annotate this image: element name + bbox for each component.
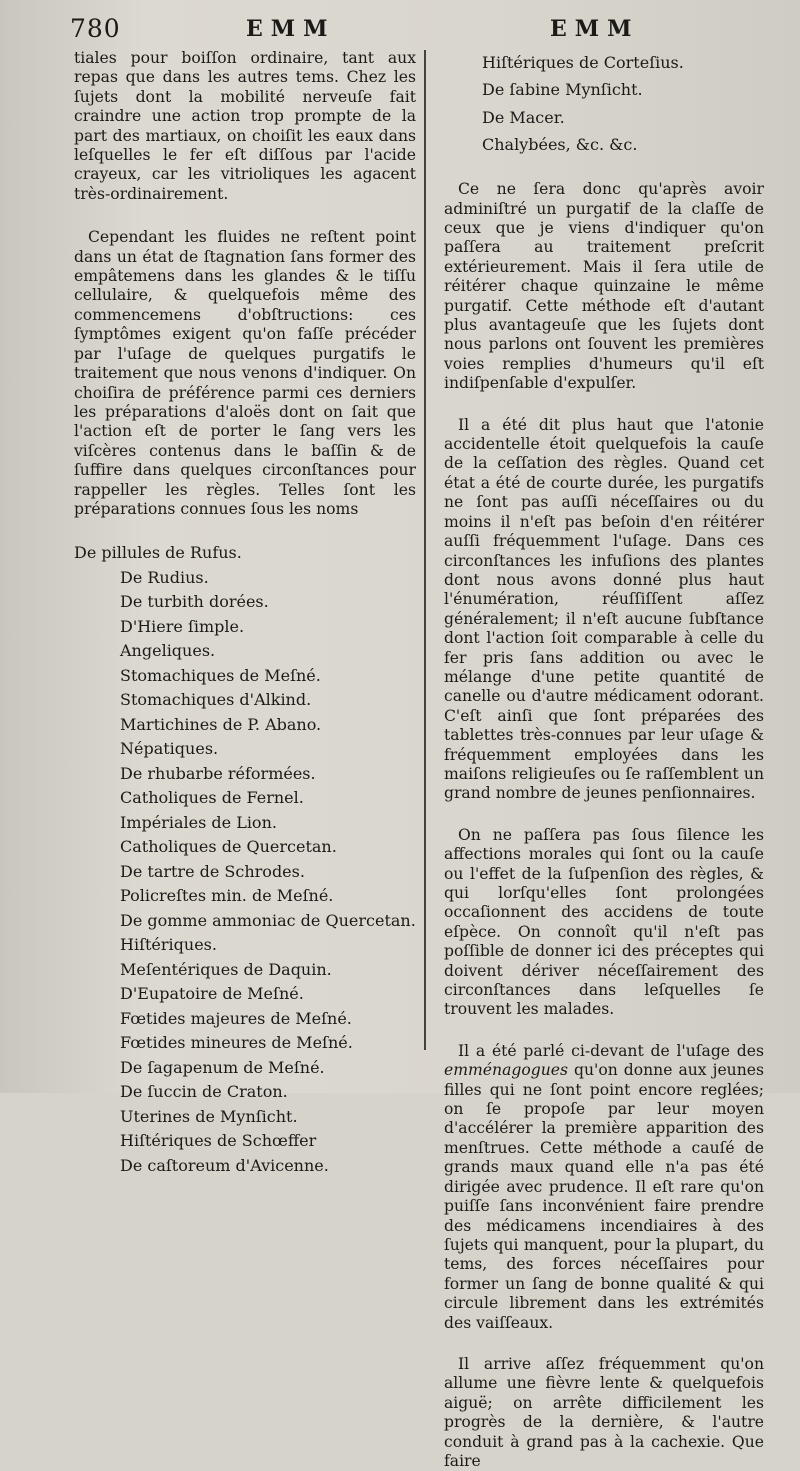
list-item: Népatiques. — [120, 739, 219, 759]
list-item: D'Eupatoire de Meſné. — [120, 984, 304, 1004]
list-item: Stomachiques d'Alkind. — [120, 690, 312, 710]
list-item: Stomachiques de Meſné. — [120, 665, 321, 685]
paragraph-text: qu'on donne aux jeunes filles qui ne ſont point encore reglées; on ſe propoſe par leur moyen d'accélérer la première apparition des menſtrues. Cette méthode a cauſé de grands maux quand elle n'a pas été dirigée avec prudence. Il eſt rare qu'on puiſſe ſans inconvénient faire prendre des médicamens incendiaires à des ſujets qui manquent, pour la plupart, du tems, des forces néceſſaires pour former un ſang de bonne qualité & qui circule librement dans les extrémités des vaiſſeaux. — [444, 1061, 764, 1332]
right-paragraph-1: Ce ne ſera donc qu'après avoir adminiſtré un purgatif de la claſſe de ceux que je viens d'indiquer qu'on paſſera au traitement preſcrit extérieurement. Mais il ſera utile de réitérer chaque quinzaine le même purgatif. Cette méthode eſt d'autant plus avantageuſe que les ſujets dont nous parlons ont ſouvent les premières voies remplies d'humeurs qu'il eſt indiſpenſable d'expulſer. — [444, 180, 764, 393]
list-item: De ſuccin de Craton. — [120, 1082, 288, 1102]
paragraph-gap — [444, 804, 764, 826]
list-item: Policreſtes min. de Meſné. — [120, 886, 334, 906]
list-item: Meſentériques de Daquin. — [120, 959, 332, 979]
list-item: D'Hiere ſimple. — [120, 616, 245, 636]
list-item: Fœtides majeures de Meſné. — [120, 1008, 352, 1028]
remedy-list-left — [74, 566, 416, 1179]
right-paragraph-4 — [444, 1042, 764, 1333]
list-item: De rhubarbe réformées. — [120, 763, 316, 783]
right-paragraph-3: On ne paſſera pas ſous ſilence les affections morales qui ſont ou la cauſe ou l'effet de la ſuſpenſion des règles, & qui lorſqu'elles ſont prolongées occaſionnent des accidens de toute eſpèce. On connoît qu'il n'eſt pas poſſible de donner ici des préceptes qui doivent dériver néceſſairement des circonſtances dans leſquelles ſe trouvent les malades. — [444, 825, 764, 1019]
remedy-list-right — [444, 49, 764, 158]
page-number: 780 — [70, 14, 121, 43]
column-rule — [424, 50, 426, 1050]
right-paragraph-2: Il a été dit plus haut que l'atonie accidentelle étoit quelquefois la cauſe de la ceſſation des règles. Quand cet état a été de courte durée, les purgatifs ne ſont pas auſſi néceſſaires ou du moins il n'eſt pas beſoin d'en réitérer auſſi fréquemment l'uſage. Dans ces circonſtances les infuſions des plantes dont nous avons donné plus haut l'énumération, réuſſiſſent aſſez généralement; il n'eſt aucune ſubſtance dont l'action ſoit comparable à celle du fer pris ſans addition ou avec le mélange d'une petite quantité de canelle ou d'autre médicament odorant. C'eſt ainſi que ſont préparées des tablettes très-connues par leur uſage & fréquemment employées dans les maiſons religieuſes ou ſe raſſemblent un grand nombre de jeunes penſionnaires. — [444, 415, 764, 803]
list-item: De ſabine Mynſicht. — [482, 80, 643, 100]
left-column — [74, 49, 416, 1178]
paragraph-gap — [444, 1020, 764, 1042]
paragraph-gap — [74, 204, 416, 228]
paragraph-gap — [444, 158, 764, 180]
left-paragraph-2: Cependant les fluides ne reſtent point dans un état de ſtagnation ſans former des empâtemens dans les glandes & le tiſſu cellulaire, & quelquefois même des commencemens d'obſtructions: ces ſymptômes exigent qu'on faſſe précéder par l'uſage de quelques purgatifs le traitement que nous venons d'indiquer. On choiſira de préférence parmi ces derniers les préparations d'aloës dont on ſait que l'action eſt de porter le ſang vers les viſcères contenus dans le baſſin & de ſuffire dans quelques circonſtances pour rappeller les règles. Telles ſont les préparations connues ſous les noms — [74, 228, 416, 518]
list-item: Impériales de Lion. — [120, 812, 277, 832]
paragraph-gap — [444, 1333, 764, 1355]
list-item: Hiſtériques de Corteſius. — [482, 53, 684, 72]
page-header — [0, 14, 800, 54]
list-item: Uterines de Mynſicht. — [120, 1106, 298, 1126]
list-item: Catholiques de Fernel. — [120, 788, 304, 808]
list-item: Angeliques. — [120, 641, 216, 661]
list-item: Catholiques de Quercetan. — [120, 837, 337, 857]
remedy-list-heading: De pillules de Rufus. — [74, 543, 242, 563]
list-item: Hiſtériques de Schœffer — [120, 1131, 317, 1151]
right-paragraph-5: Il arrive aſſez fréquemment qu'on allume une fièvre lente & quelquefois aiguë; on arrête difficilement les progrès de la dernière, & l'autre conduit à grand pas à la cachexie. Que faire — [444, 1354, 764, 1470]
list-item: De turbith dorées. — [120, 592, 269, 612]
list-item: Fœtides mineures de Meſné. — [120, 1033, 353, 1053]
list-item: De Macer. — [482, 107, 565, 127]
left-paragraph-1: tiales pour boiſſon ordinaire, tant aux repas que dans les autres tems. Chez les ſujets dont la mobilité nerveuſe fait craindre une action trop prompte de la part des martiaux, on choiſit les eaux dans leſquelles le fer eſt diſſous par l'acide crayeux, car les vitrioliques les agacent très-ordinairement. — [74, 49, 416, 203]
paragraph-gap — [74, 519, 416, 541]
paragraph-gap — [444, 394, 764, 416]
running-head-left: EMM — [246, 16, 336, 42]
list-item: De caſtoreum d'Avicenne. — [120, 1155, 329, 1175]
italic-term: emménagogues — [444, 1061, 568, 1080]
paragraph-text: Il a été parlé ci-devant de l'uſage des — [458, 1041, 764, 1060]
list-item: De gomme ammoniac de Quercetan. — [120, 910, 416, 930]
list-item: Hiſtériques. — [120, 935, 217, 955]
running-head-right: EMM — [550, 16, 640, 42]
list-item: Martichines de P. Abano. — [120, 714, 322, 734]
list-item: De ſagapenum de Meſné. — [120, 1057, 325, 1077]
list-item: De tartre de Schrodes. — [120, 861, 305, 881]
right-column — [444, 49, 764, 1471]
list-item: Chalybées, &c. &c. — [482, 134, 638, 154]
list-item: De Rudius. — [120, 567, 209, 587]
